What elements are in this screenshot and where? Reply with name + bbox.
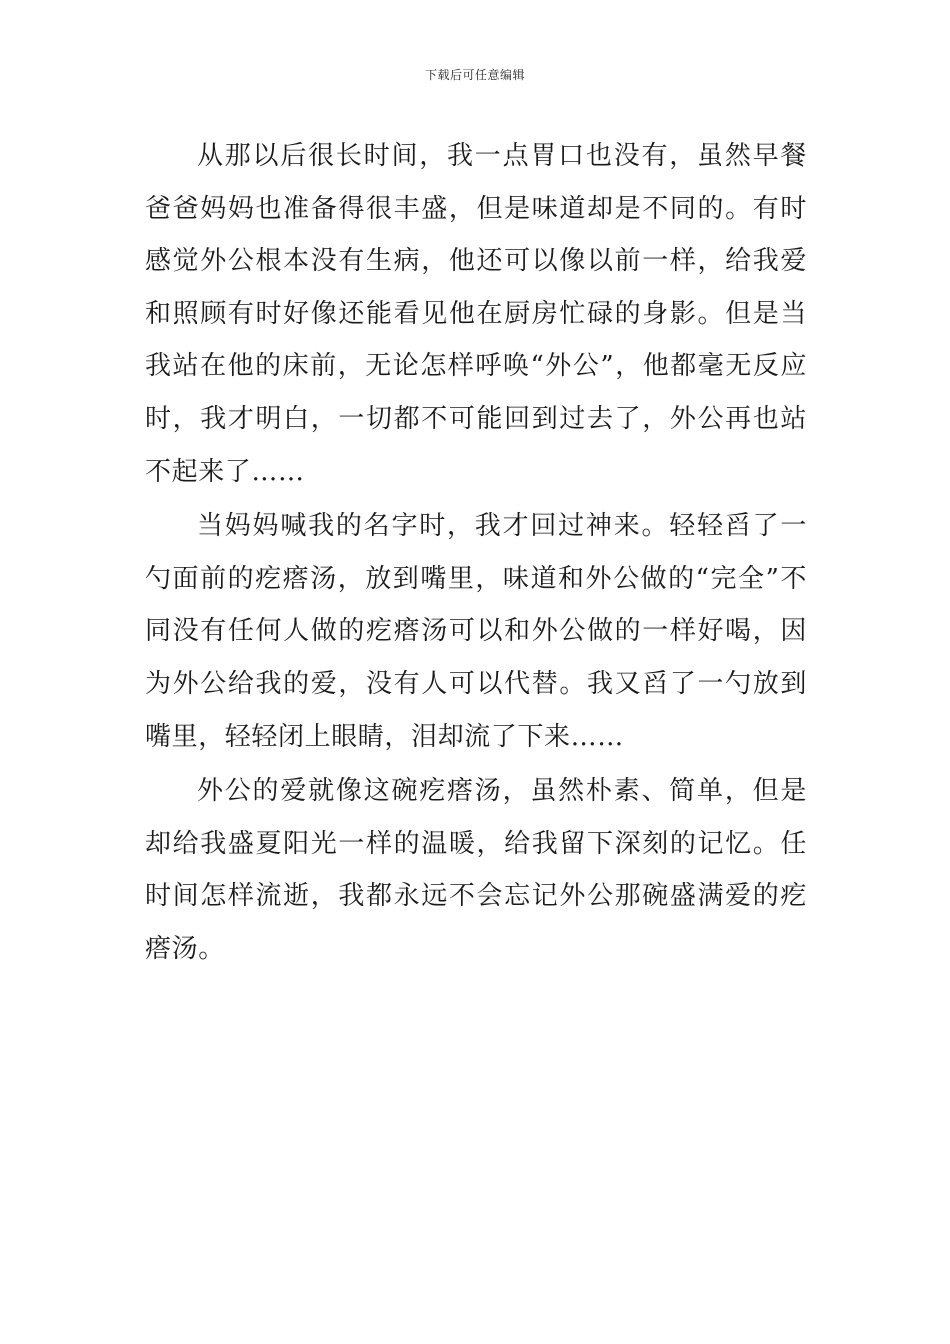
page-header: 下载后可任意编辑 [424,68,525,82]
paragraph-1: 从那以后很长时间，我一点胃口也没有，虽然早餐爸爸妈妈也准备得很丰盛，但是味道却是不同的。有时感觉外公根本没有生病，他还可以像以前一样，给我爱和照顾有时好像还能看见他在厨房忙碌的身影。但是当我站在他的床前，无论怎样呼唤“外公”，他都毫无反应时，我才明白，一切都不可能回到过去了，外公再也站不起来了…… [145,141,807,487]
document-body [145,130,807,976]
paragraph-3: 外公的爱就像这碗疙瘩汤，虽然朴素、简单，但是却给我盛夏阳光一样的温暖，给我留下深刻的记忆。任时间怎样流逝，我都永远不会忘记外公那碗盛满爱的疙瘩汤。 [145,776,807,964]
paragraph-2: 当妈妈喊我的名字时，我才回过神来。轻轻舀了一勺面前的疙瘩汤，放到嘴里，味道和外公做的“完全”不同没有任何人做的疙瘩汤可以和外公做的一样好喝，因为外公给我的爱，没有人可以代替。我又舀了一勺放到嘴里，轻轻闭上眼睛，泪却流了下来…… [145,511,807,752]
